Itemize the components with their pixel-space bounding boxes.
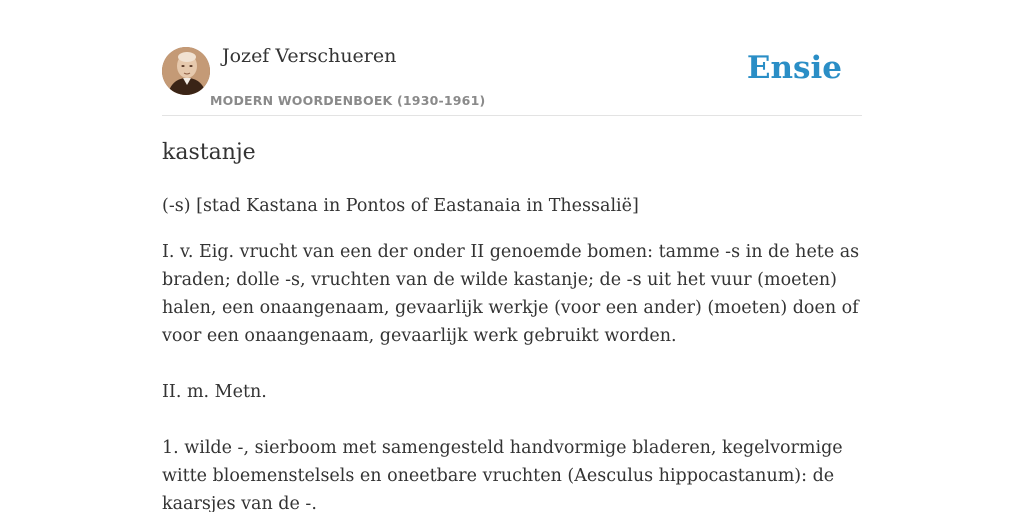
author-avatar[interactable] [162, 47, 210, 95]
portrait-photo [162, 47, 210, 95]
author-name[interactable]: Jozef Verschueren [222, 45, 397, 67]
definition-paragraph: II. m. Metn. [162, 382, 267, 402]
entry-etymology: (-s) [stad Kastana in Pontos of Eastanaia in Thessalië] [162, 196, 639, 216]
definition-paragraph: 1. wilde -, sierboom met samengesteld handvormige bladeren, kegelvormige witte bloemenstelsels en oneetbare vruchten (Aesculus hippocastanum): de kaarsjes van de -. [162, 438, 843, 512]
entry-content [162, 192, 862, 512]
entry-header [162, 40, 862, 116]
brand-logo[interactable]: Ensie [746, 50, 842, 86]
source-label[interactable]: MODERN WOORDENBOEK (1930-1961) [210, 93, 486, 108]
definition-paragraph: I. v. Eig. vrucht van een der onder II genoemde bomen: tamme -s in de hete as braden; dolle -s, vruchten van de wilde kastanje; de -s uit het vuur (moeten) halen, een onaangenaam, gevaarlijk werkje (voor een ander) (moeten) doen of voor een onaangenaam, gevaarlijk werk gebruikt worden. [162, 242, 860, 346]
entry-term: kastanje [162, 140, 256, 165]
